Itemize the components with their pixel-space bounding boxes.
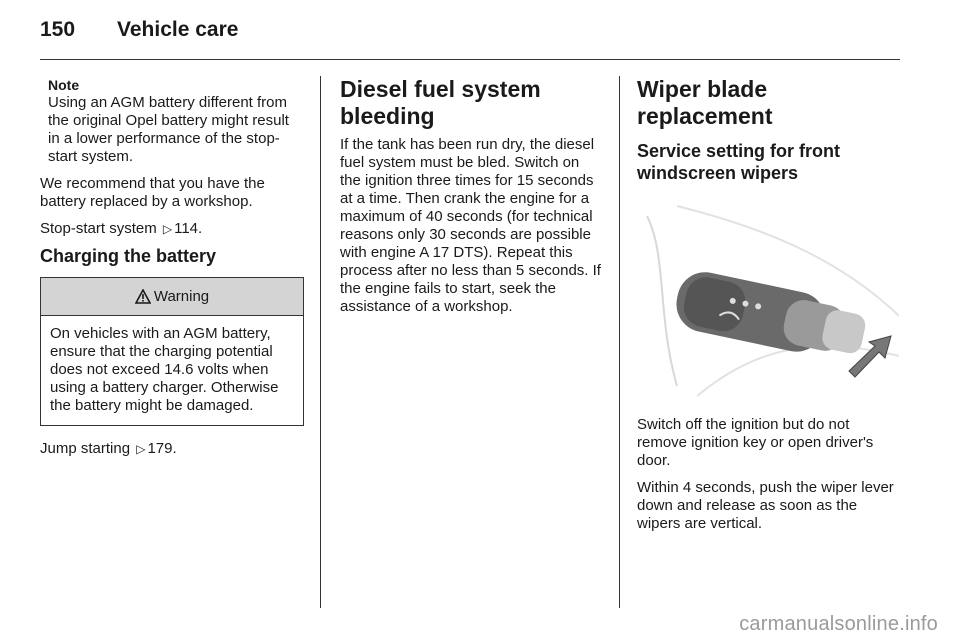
watermark: carmanualsonline.info <box>739 613 938 635</box>
paragraph: Switch off the ignition but do not remove ignition key or open driver's door. <box>637 416 874 469</box>
page-ref-link[interactable]: 114. <box>174 220 203 237</box>
paragraph: Within 4 seconds, push the wiper lever down and release as soon as the wipers are vertical. <box>637 479 894 532</box>
section-heading: Charging the battery <box>40 246 217 266</box>
ref-text: Jump starting <box>40 440 131 457</box>
page-ref-arrow-icon: ▷ <box>162 222 173 236</box>
ref-text: Stop-start system <box>40 220 157 237</box>
warning-title: Warning <box>153 287 210 305</box>
warning-text: On vehicles with an AGM battery, ensure that the charging potential does not exceed 14.6 volts when using a battery charger. Otherwise the battery might be damaged. <box>50 325 279 414</box>
left-column <box>40 76 304 467</box>
wiper-lever-illustration <box>637 196 899 406</box>
page-ref-link[interactable]: 179. <box>147 440 177 457</box>
sub-heading: Service setting for front windscreen wipers <box>637 141 841 183</box>
section-heading: Wiper blade replacement <box>637 76 773 129</box>
section-title: Vehicle care <box>117 18 239 41</box>
page-number: 150 <box>40 18 76 41</box>
note-label: Note <box>48 77 80 93</box>
column-divider <box>320 76 321 608</box>
paragraph <box>40 440 304 458</box>
warning-box <box>40 277 304 426</box>
note-box <box>40 76 304 166</box>
paragraph: If the tank has been run dry, the diesel fuel system must be bled. Switch on the ignition three times for 15 seconds at a time. Then crank the engine for a maximum of 40 seconds (for technical reasons only 30 seconds are possible with engine A 17 DTS). Repeat this process after no less than 5 seconds. If the engine fails to start, seek the assistance of a workshop. <box>340 136 601 315</box>
paragraph <box>40 220 304 238</box>
paragraph: We recommend that you have the battery replaced by a workshop. <box>40 175 265 210</box>
page-ref-arrow-icon: ▷ <box>136 442 146 456</box>
middle-column <box>340 76 604 325</box>
warning-header <box>41 278 303 316</box>
section-heading: Diesel fuel system bleeding <box>340 76 541 129</box>
right-column <box>637 76 901 542</box>
header-rule <box>40 59 900 60</box>
column-divider <box>619 76 620 608</box>
warning-triangle-icon <box>135 289 151 304</box>
note-text: Using an AGM battery different from the original Opel battery might result in a lower performance of the stop-start system. <box>48 94 289 165</box>
